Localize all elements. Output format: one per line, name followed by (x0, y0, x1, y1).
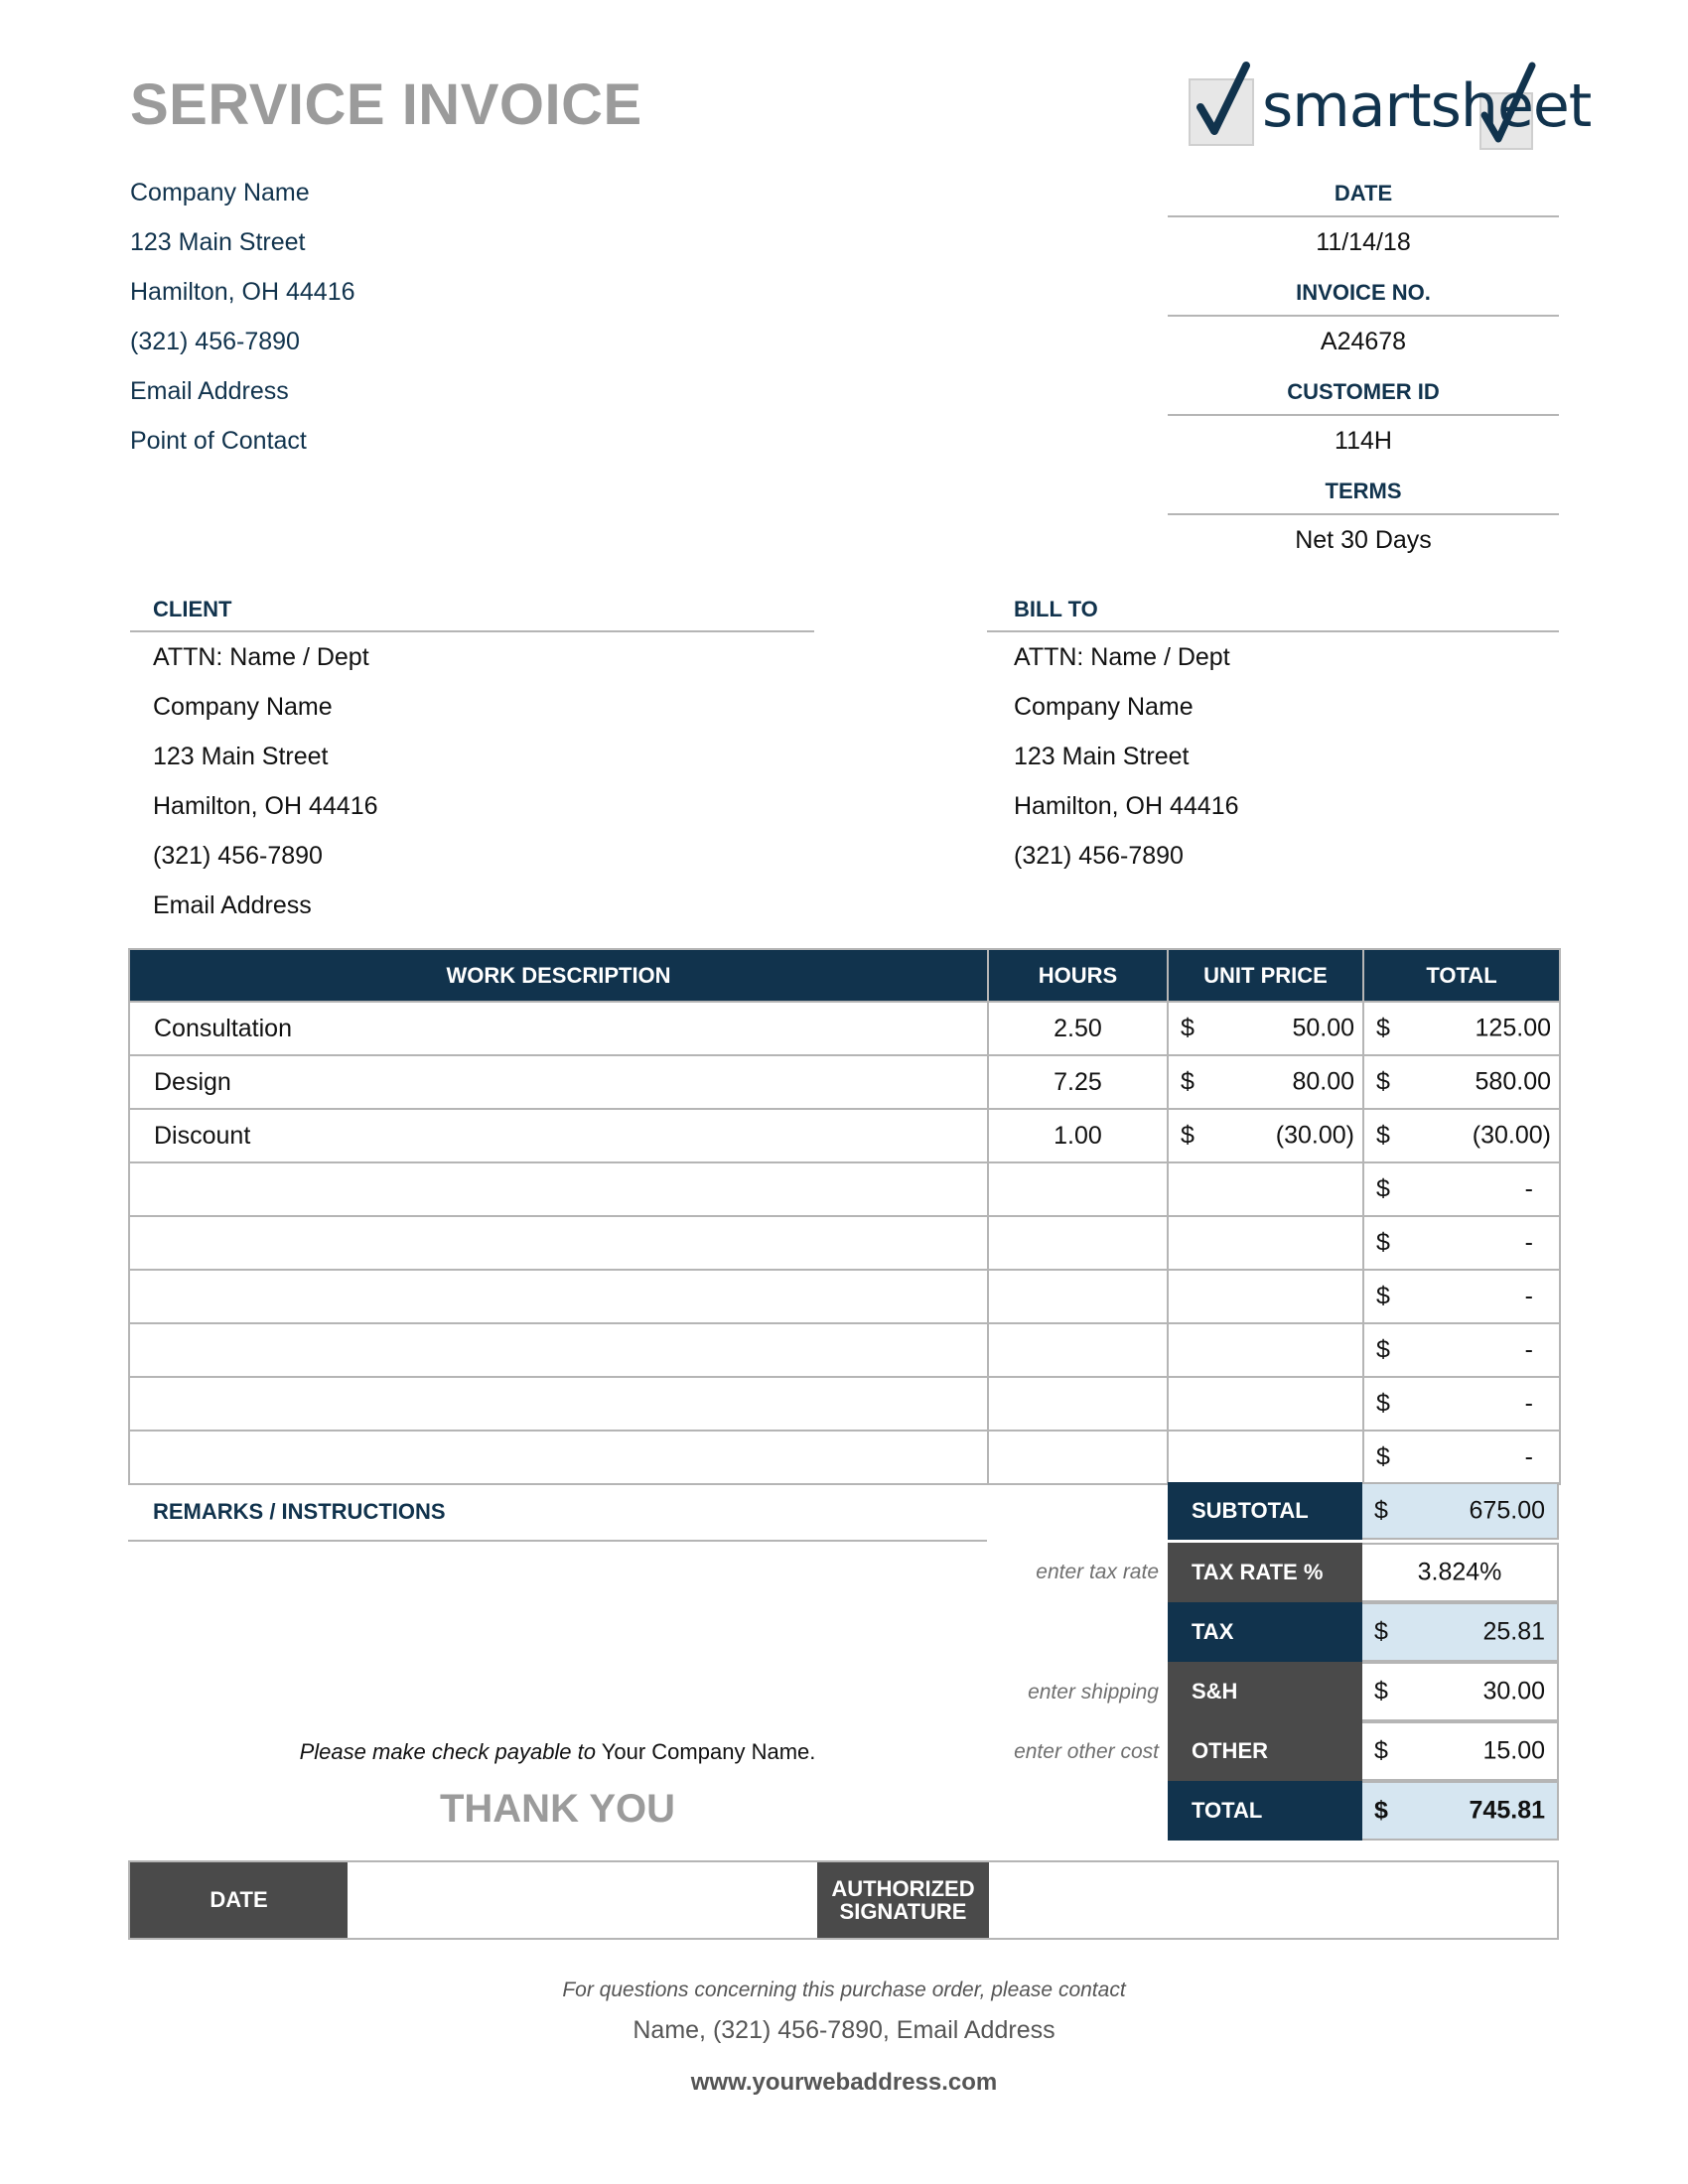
sh-field[interactable] (1362, 1662, 1559, 1721)
tax-label: TAX (1168, 1602, 1362, 1662)
signature-block (128, 1860, 1559, 1940)
divider (1168, 513, 1559, 515)
total-cell (1363, 1002, 1560, 1055)
payable-prefix: Please make check payable to (299, 1739, 597, 1764)
hours-cell[interactable] (988, 1377, 1168, 1431)
currency-symbol: $ (1376, 1067, 1390, 1096)
tax-rate-label: TAX RATE % (1168, 1543, 1362, 1602)
divider (1168, 215, 1559, 217)
shipping-hint: enter shipping (1028, 1681, 1159, 1704)
footer-website: www.yourwebaddress.com (690, 2069, 998, 2096)
divider (128, 1540, 987, 1542)
other-field[interactable] (1362, 1721, 1559, 1781)
total-cell (1363, 1055, 1560, 1109)
other-label: OTHER (1168, 1721, 1362, 1781)
hours-cell[interactable]: 7.25 (988, 1055, 1168, 1109)
line-total-value: - (1524, 1174, 1533, 1203)
header-hours: HOURS (988, 949, 1168, 1002)
description-cell[interactable] (129, 1162, 988, 1216)
tax-rate-field[interactable] (1362, 1543, 1559, 1602)
currency-symbol: $ (1376, 1014, 1390, 1042)
table-row (129, 1109, 1560, 1162)
currency-symbol: $ (1181, 1014, 1195, 1042)
tax-value (1362, 1602, 1559, 1662)
smartsheet-logo (1187, 56, 1592, 165)
other-cost-hint: enter other cost (1014, 1740, 1159, 1763)
tax-rate-hint: enter tax rate (1036, 1561, 1159, 1583)
total-amount: 745.81 (1469, 1796, 1545, 1825)
customer-id-label: CUSTOMER ID (1287, 379, 1440, 404)
table-row (129, 1162, 1560, 1216)
subtotal-amount: 675.00 (1469, 1496, 1545, 1525)
hours-cell[interactable] (988, 1162, 1168, 1216)
description-cell[interactable]: Consultation (129, 1002, 988, 1055)
company-email: Email Address (130, 377, 289, 405)
authorized-line2: SIGNATURE (839, 1899, 967, 1924)
total-cell (1363, 1323, 1560, 1377)
bill-to-company: Company Name (1014, 693, 1194, 721)
bill-to-city: Hamilton, OH 44416 (1014, 792, 1239, 820)
bill-to-street: 123 Main Street (1014, 743, 1190, 770)
hours-cell[interactable] (988, 1270, 1168, 1323)
company-city: Hamilton, OH 44416 (130, 278, 355, 306)
description-cell[interactable] (129, 1323, 988, 1377)
divider (987, 630, 1559, 632)
date-label: DATE (1334, 181, 1393, 205)
line-total-value: 580.00 (1475, 1067, 1551, 1096)
client-label: CLIENT (153, 597, 232, 621)
subtotal-label: SUBTOTAL (1168, 1482, 1362, 1540)
table-row (129, 1323, 1560, 1377)
footer-question: For questions concerning this purchase order, please contact (562, 1979, 1126, 2001)
signature-field[interactable] (989, 1862, 1557, 1938)
currency-symbol: $ (1376, 1442, 1390, 1471)
divider (1168, 414, 1559, 416)
total-cell (1363, 1377, 1560, 1431)
terms-value: Net 30 Days (1295, 526, 1432, 554)
thank-you: THANK YOU (439, 1787, 676, 1831)
currency-symbol: $ (1374, 1736, 1388, 1765)
client-phone: (321) 456-7890 (153, 842, 323, 870)
currency-symbol: $ (1374, 1796, 1388, 1825)
currency-symbol: $ (1376, 1174, 1390, 1203)
line-total-value: - (1524, 1228, 1533, 1257)
table-row (129, 1377, 1560, 1431)
line-items-table (128, 948, 1561, 1485)
other-amount: 15.00 (1482, 1736, 1545, 1765)
total-cell (1363, 1162, 1560, 1216)
date-value: 11/14/18 (1316, 228, 1411, 256)
total-cell (1363, 1270, 1560, 1323)
description-cell[interactable] (129, 1270, 988, 1323)
line-total-value: - (1524, 1335, 1533, 1364)
bill-to-phone: (321) 456-7890 (1014, 842, 1184, 870)
currency-symbol: $ (1374, 1496, 1388, 1525)
invoice-no-value: A24678 (1320, 328, 1407, 355)
description-cell[interactable]: Discount (129, 1109, 988, 1162)
description-cell[interactable] (129, 1216, 988, 1270)
customer-id-value: 114H (1335, 427, 1392, 455)
unit-price-value: (30.00) (1275, 1121, 1354, 1150)
authorized-line1: AUTHORIZED (831, 1875, 975, 1901)
currency-symbol: $ (1376, 1121, 1390, 1150)
logo-text: smartsheet (1262, 71, 1592, 141)
sh-amount: 30.00 (1482, 1677, 1545, 1706)
currency-symbol: $ (1376, 1335, 1390, 1364)
table-row (129, 1002, 1560, 1055)
page-title: SERVICE INVOICE (130, 72, 642, 137)
tax-amount: 25.81 (1482, 1617, 1545, 1646)
unit-price-cell[interactable] (1168, 1002, 1363, 1055)
hours-cell[interactable] (988, 1323, 1168, 1377)
company-phone: (321) 456-7890 (130, 328, 300, 355)
currency-symbol: $ (1181, 1067, 1195, 1096)
divider (130, 630, 814, 632)
unit-price-cell[interactable] (1168, 1270, 1363, 1323)
bill-to-label: BILL TO (1014, 597, 1098, 621)
payable-company: Your Company Name. (601, 1739, 816, 1764)
table-row (129, 1431, 1560, 1484)
client-street: 123 Main Street (153, 743, 329, 770)
unit-price-value: 80.00 (1292, 1067, 1354, 1096)
table-row (129, 1216, 1560, 1270)
line-total-value: - (1524, 1389, 1533, 1418)
client-attn: ATTN: Name / Dept (153, 643, 369, 671)
header-total: TOTAL (1363, 949, 1560, 1002)
header-work-description: WORK DESCRIPTION (129, 949, 988, 1002)
unit-price-cell[interactable] (1168, 1323, 1363, 1377)
hours-cell[interactable] (988, 1216, 1168, 1270)
currency-symbol: $ (1376, 1228, 1390, 1257)
line-total-value: - (1524, 1442, 1533, 1471)
line-total-value: - (1524, 1282, 1533, 1310)
total-cell (1363, 1216, 1560, 1270)
line-total-value: 125.00 (1475, 1014, 1551, 1042)
unit-price-cell[interactable] (1168, 1055, 1363, 1109)
hours-cell[interactable]: 2.50 (988, 1002, 1168, 1055)
total-value (1362, 1781, 1559, 1841)
currency-symbol: $ (1374, 1677, 1388, 1706)
line-total-value: (30.00) (1472, 1121, 1551, 1150)
currency-symbol: $ (1376, 1389, 1390, 1418)
remarks-label: REMARKS / INSTRUCTIONS (153, 1499, 446, 1524)
total-cell (1363, 1109, 1560, 1162)
description-cell[interactable] (129, 1431, 988, 1484)
signature-date-label: DATE (130, 1862, 348, 1938)
client-email: Email Address (153, 891, 312, 919)
currency-symbol: $ (1181, 1121, 1195, 1150)
authorized-signature-label (817, 1862, 989, 1938)
company-contact: Point of Contact (130, 427, 307, 455)
invoice-no-label: INVOICE NO. (1296, 280, 1431, 305)
header-unit-price: UNIT PRICE (1168, 949, 1363, 1002)
client-company: Company Name (153, 693, 333, 721)
client-city: Hamilton, OH 44416 (153, 792, 378, 820)
terms-label: TERMS (1325, 478, 1402, 503)
divider (1168, 315, 1559, 317)
unit-price-cell[interactable] (1168, 1162, 1363, 1216)
company-name: Company Name (130, 179, 310, 206)
sh-label: S&H (1168, 1662, 1362, 1721)
hours-cell[interactable] (988, 1431, 1168, 1484)
unit-price-cell[interactable] (1168, 1431, 1363, 1484)
bill-to-attn: ATTN: Name / Dept (1014, 643, 1230, 671)
footer-contact: Name, (321) 456-7890, Email Address (633, 2016, 1055, 2044)
company-street: 123 Main Street (130, 228, 306, 256)
table-row (129, 1055, 1560, 1109)
payable-note (128, 1739, 987, 1765)
hours-cell[interactable]: 1.00 (988, 1109, 1168, 1162)
currency-symbol: $ (1374, 1617, 1388, 1646)
total-cell (1363, 1431, 1560, 1484)
unit-price-cell[interactable] (1168, 1216, 1363, 1270)
tax-rate-value: 3.824% (1417, 1558, 1502, 1586)
unit-price-cell[interactable] (1168, 1377, 1363, 1431)
table-row (129, 1270, 1560, 1323)
description-cell[interactable]: Design (129, 1055, 988, 1109)
currency-symbol: $ (1376, 1282, 1390, 1310)
total-label: TOTAL (1168, 1781, 1362, 1841)
subtotal-value (1362, 1482, 1559, 1540)
unit-price-cell[interactable] (1168, 1109, 1363, 1162)
description-cell[interactable] (129, 1377, 988, 1431)
unit-price-value: 50.00 (1292, 1014, 1354, 1042)
